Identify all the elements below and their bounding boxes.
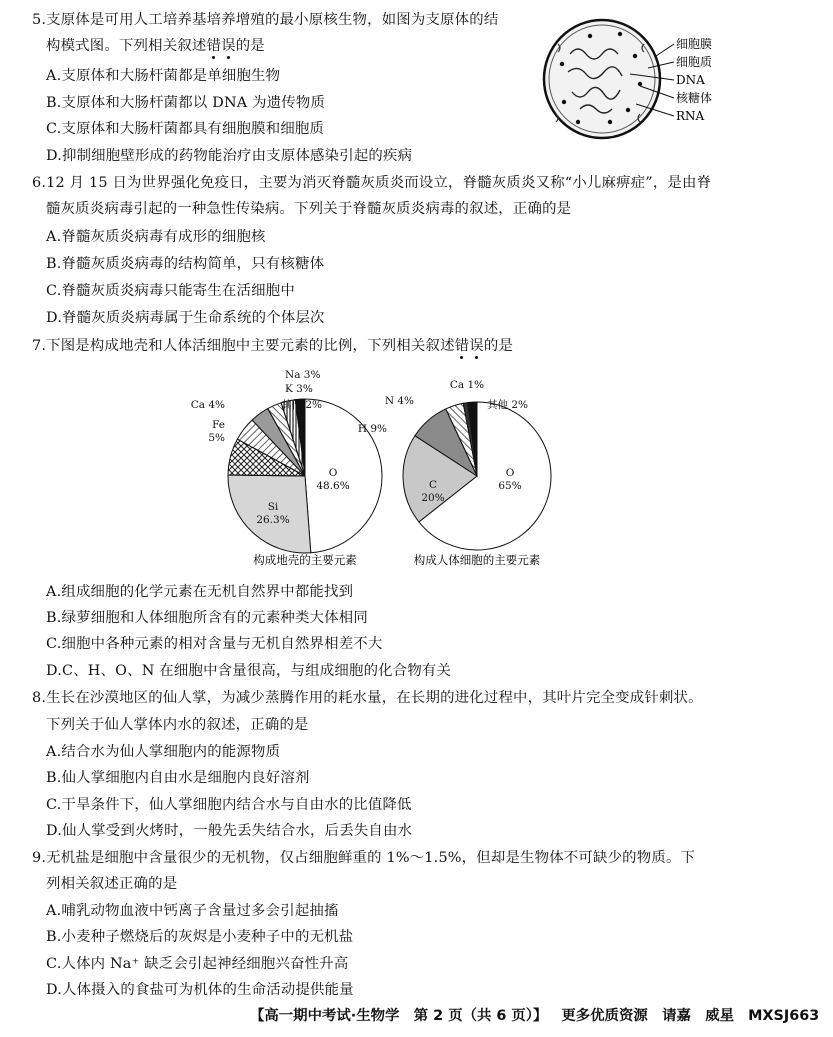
pie-label-other: 其他 2%	[487, 399, 528, 411]
q8-option-a: A.结合水为仙人掌细胞内的能源物质	[46, 744, 281, 760]
q7-emphasis-char: 误	[469, 338, 484, 354]
pie-label-o: O 48.6%	[316, 467, 350, 492]
footer-watermark: 更多优质资源 请嘉 威星	[561, 1008, 735, 1024]
q6-option-a: A.脊髓灰质炎病毒有成形的细胞核	[46, 229, 266, 245]
q8-stem-line1: 8.生长在沙漠地区的仙人掌，为减少蒸腾作用的耗水量，在长期的进化过程中，其叶片完全变成针刺状。	[32, 690, 703, 706]
q9-option-b: B.小麦种子燃烧后的灰烬是小麦种子中的无机盐	[46, 929, 354, 945]
q7-option-c: C.细胞中各种元素的相对含量与无机自然界相差不大	[46, 636, 383, 652]
q8-option-c: C.干旱条件下，仙人掌细胞内结合水与自由水的比值降低	[46, 797, 412, 813]
q5-stem-line1: 5.支原体是可用人工培养基培养增殖的最小原核生物，如图为支原体的结	[32, 12, 499, 28]
q9-option-d: D.人体摄入的食盐可为机体的生命活动提供能量	[46, 982, 354, 998]
q6-option-d: D.脊髓灰质炎病毒属于生命系统的个体层次	[46, 310, 325, 326]
q8-option-b: B.仙人掌细胞内自由水是细胞内良好溶剂	[46, 770, 310, 786]
label-rna: RNA	[676, 109, 705, 123]
cell-membrane-shape	[544, 20, 660, 138]
footer-exam-info: 【高一期中考试·生物学 第 2 页（共 6 页）】	[250, 1008, 548, 1024]
q5-emphasis-char: 误	[221, 38, 236, 54]
pie-label-c: C 20%	[421, 479, 445, 504]
q5-stem-text: 构模式图。下列相关叙述	[46, 38, 207, 54]
crust-pie-title: 构成地壳的主要元素	[253, 553, 357, 567]
pie-label-ca: Ca 4%	[190, 399, 225, 411]
footer-code: MXSJ663	[748, 1008, 820, 1024]
q6-option-b: B.脊髓灰质炎病毒的结构简单，只有核糖体	[46, 256, 325, 272]
label-ribosome: 核糖体	[676, 91, 713, 105]
q6-option-c: C.脊髓灰质炎病毒只能寄生在活细胞中	[46, 283, 295, 299]
q5-emphasis-char: 错	[206, 38, 222, 54]
pie-label-si: Si 26.3%	[256, 501, 290, 526]
q5-option-c: C.支原体和大肠杆菌都具有细胞膜和细胞质	[46, 121, 325, 137]
cell-pie	[358, 379, 551, 550]
q6-stem-line2: 髓灰质炎病毒引起的一种急性传染病。下列关于脊髓灰质炎病毒的叙述，正确的是	[46, 201, 572, 217]
q7-option-d: D.C、H、O、N 在细胞中含量很高，与组成细胞的化合物有关	[46, 663, 452, 679]
q7-emphasis-char: 错	[454, 338, 470, 354]
q9-stem-line2: 列相关叙述正确的是	[46, 876, 178, 892]
q7-option-a: A.组成细胞的化学元素在无机自然界中都能找到	[46, 584, 354, 600]
pie-label-fe: Fe 5%	[208, 419, 225, 444]
q9-stem-line1: 9.无机盐是细胞中含量很少的无机物，仅占细胞鲜重的 1%～1.5%，但却是生物体不可缺少的物质。下	[32, 850, 696, 866]
label-cytoplasm: 细胞质	[676, 55, 713, 69]
q5-stem-line2	[46, 36, 265, 56]
q7-stem-text: 的是	[483, 338, 514, 354]
pie-label-n: N 4%	[384, 395, 414, 407]
q7-stem	[32, 336, 513, 356]
pie-label-k: K 3%	[285, 383, 313, 395]
q6-stem-line1: 6.12 月 15 日为世界强化免疫日，主要为消灭脊髓灰质炎而设立，脊髓灰质炎又称“小儿麻痹症”，是由脊	[32, 175, 712, 191]
mycoplasma-diagram	[540, 14, 730, 144]
pie-label-o: O 65%	[498, 467, 522, 492]
cell-pie-title: 构成人体细胞的主要元素	[413, 553, 541, 567]
pie-label-h: H 9%	[357, 423, 387, 435]
pie-label-other: 其他 2%	[281, 399, 322, 411]
element-pie-charts	[190, 368, 565, 573]
q5-stem-text: 的是	[235, 38, 265, 54]
q5-option-b: B.支原体和大肠杆菌都以 DNA 为遗传物质	[46, 95, 326, 111]
label-cell-membrane: 细胞膜	[676, 37, 713, 51]
label-dna: DNA	[676, 73, 705, 87]
q8-stem-line2: 下列关于仙人掌体内水的叙述，正确的是	[46, 717, 309, 733]
q9-option-c: C.人体内 Na⁺ 缺乏会引起神经细胞兴奋性升高	[46, 956, 349, 972]
q5-option-a: A.支原体和大肠杆菌都是单细胞生物	[46, 68, 281, 84]
q5-option-d: D.抑制细胞壁形成的药物能治疗由支原体感染引起的疾病	[46, 148, 413, 164]
page-footer	[250, 1004, 833, 1025]
pie-label-ca: Ca 1%	[449, 379, 485, 391]
q7-option-b: B.绿萝细胞和人体细胞所含有的元素种类大体相同	[46, 610, 368, 626]
crust-pie	[191, 369, 382, 553]
q9-option-a: A.哺乳动物血液中钙离子含量过多会引起抽搐	[46, 903, 339, 919]
pie-label-na: Na 3%	[285, 369, 321, 381]
q7-stem-text: 7.下图是构成地壳和人体活细胞中主要元素的比例，下列相关叙述	[32, 338, 455, 354]
q8-option-d: D.仙人掌受到火烤时，一般先丢失结合水，后丢失自由水	[46, 823, 413, 839]
